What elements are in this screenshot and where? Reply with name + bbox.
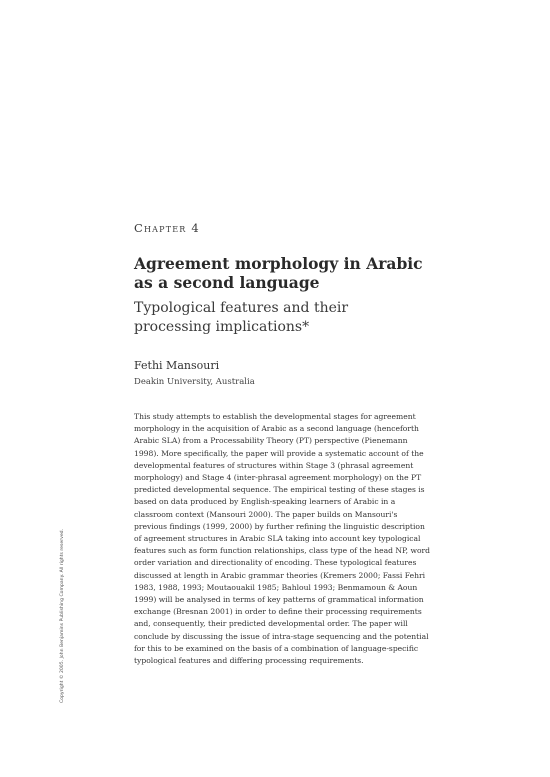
copyright-sidebar: [60, 453, 68, 703]
abstract-line: exchange (Bresnan 2001) in order to define their processing requirements: [134, 607, 422, 617]
abstract-line: discussed at length in Arabic grammar theories (Kremers 2000; Fassi Fehri: [134, 570, 426, 580]
abstract-line: conclude by discussing the issue of intra-stage sequencing and the potential: [134, 631, 429, 641]
abstract-line: This study attempts to establish the developmental stages for agreement: [134, 412, 416, 421]
abstract-line: previous findings (1999, 2000) by further refining the linguistic description: [134, 521, 425, 531]
chapter-subtitle: [134, 299, 474, 337]
chapter-title-line: Agreement morphology in Arabic: [134, 254, 423, 273]
copyright-notice: Copyright © 2005. John Benjamins Publishing Company. All rights reserved.: [60, 528, 65, 703]
chapter-title-line: as a second language: [134, 273, 320, 292]
abstract-line: 1983, 1988, 1993; Moutaouakil 1985; Bahloul 1993; Benmamoun & Aoun: [134, 582, 418, 592]
abstract-line: for this to be examined on the basis of a combination of language-specific: [134, 643, 419, 653]
abstract-line: and, consequently, their predicted developmental order. The paper will: [134, 619, 408, 629]
chapter-label: Chapter 4: [134, 221, 200, 235]
abstract-line: 1998). More specifically, the paper will provide a systematic account of the: [134, 448, 424, 458]
abstract-line: developmental features of structures within Stage 3 (phrasal agreement: [134, 460, 414, 470]
author-affiliation: Deakin University, Australia: [134, 377, 255, 387]
abstract-line: Arabic SLA) from a Processability Theory (PT) perspective (Pienemann: [134, 436, 408, 446]
author-name: Fethi Mansouri: [134, 359, 220, 372]
abstract-line: order variation and directionality of encoding. These typological features: [134, 558, 417, 568]
abstract-line: morphology) and Stage 4 (inter-phrasal agreement morphology) on the PT: [134, 473, 422, 483]
abstract: [134, 411, 454, 667]
abstract-line: based on data produced by English-speaking learners of Arabic in a: [134, 497, 396, 507]
chapter-subtitle-line: Typological features and their: [134, 300, 349, 316]
abstract-line: features such as form function relationships, class type of the head NP, word: [134, 546, 431, 556]
abstract-line: typological features and differing processing requirements.: [134, 656, 364, 666]
chapter-subtitle-line: processing implications*: [134, 319, 310, 335]
abstract-line: morphology in the acquisition of Arabic as a second language (henceforth: [134, 424, 419, 434]
abstract-line: classroom context (Mansouri 2000). The paper builds on Mansouri's: [134, 509, 398, 519]
chapter-title: [134, 254, 474, 292]
abstract-line: 1999) will be analysed in terms of key patterns of grammatical information: [134, 595, 424, 605]
abstract-line: predicted developmental sequence. The empirical testing of these stages is: [134, 485, 425, 495]
abstract-line: of agreement structures in Arabic SLA taking into account key typological: [134, 534, 421, 544]
